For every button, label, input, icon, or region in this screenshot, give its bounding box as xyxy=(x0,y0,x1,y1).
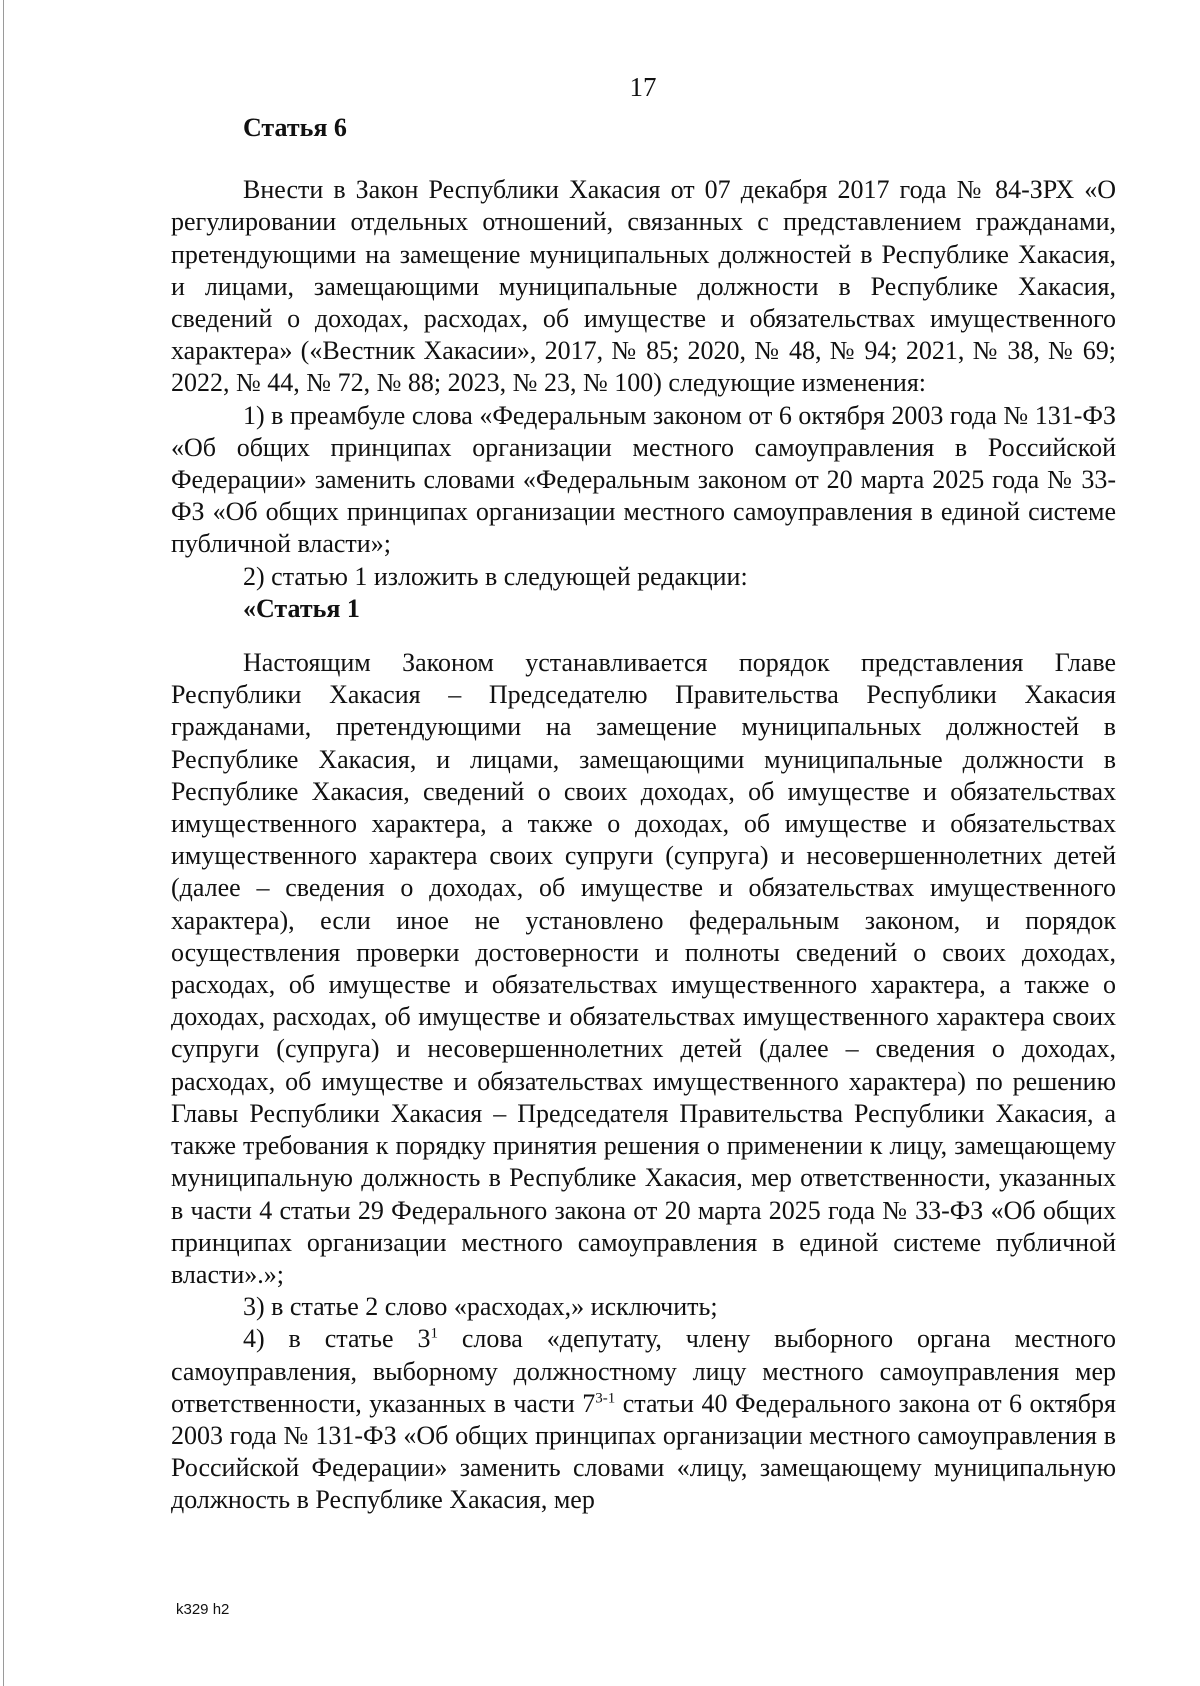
quoted-article-heading: «Статья 1 xyxy=(243,593,360,623)
amendment-item-2: 2) статью 1 изложить в следующей редакции: xyxy=(243,561,748,591)
item4-superscript-1: 1 xyxy=(430,1325,438,1342)
amendment-item-3: 3) в статье 2 слово «расходах,» исключить; xyxy=(243,1292,718,1322)
item4-part-c: статьи 40 Федерального закона от 6 октября 2003 года № 131-ФЗ «Об общих принципах организации местного самоуправления в Российской Федерации» заменить словами «лицу, замещающему муниципальную должность в Республике Хакасия, мер xyxy=(171,1388,1116,1515)
article-heading: Статья 6 xyxy=(243,113,347,142)
quoted-article-text: Настоящим Законом устанавливается порядок представления Главе Республики Хакасия – Председателю Правительства Республики Хакасия гражданами, претендующими на замещение муниципальных должностей в Республике Хакасия, и лицами, замещающими муниципальные должности в Республике Хакасия, сведений о своих доходах, об имуществе и обязательствах имущественного характера, а также о доходах, об имуществе и обязательствах имущественного характера своих супруги (супруга) и несовершеннолетних детей (далее – сведения о доходах, об имуществе и обязательствах имущественного характера), если иное не установлено федеральным законом, и порядок осуществления проверки достоверности и полноты сведений о своих доходах, расходах, об имуществе и обязательствах имущественного характера, а также о доходах, расходах, об имуществе и обязательствах имущественного характера своих супруги (супруга) и несовершеннолетних детей (далее – сведения о доходах, расходах, об имуществе и обязательствах имущественного характера) по решению Главы Республики Хакасия – Председателя Правительства Республики Хакасия, а также требования к порядку принятия решения о применении к лицу, замещающему муниципальную должность в Республике Хакасия, мер ответственности, указанных в части 4 статьи 29 Федерального закона от 20 марта 2025 года № 33-ФЗ «Об общих принципах организации местного самоуправления в единой системе публичной власти».»; xyxy=(171,648,1116,1289)
item4-part-b: слова «депутату, члену выборного органа местного самоуправления, выборному должностному лицу местного самоуправления мер ответственности, указанных в части 7 xyxy=(171,1324,1116,1418)
amendment-item-1: 1) в преамбуле слова «Федеральным законом от 6 октября 2003 года № 131-ФЗ «Об общих принципах организации местного самоуправления в Российской Федерации» заменить словами «Федеральным законом от 20 марта 2025 года № 33-ФЗ «Об общих принципах организации местного самоуправления в единой системе публичной власти»; xyxy=(171,400,1116,559)
page-edge-line xyxy=(3,0,4,1686)
amendment-item-4 xyxy=(171,1323,1116,1516)
item4-part-a: 4) в статье 3 xyxy=(243,1324,431,1354)
document-code: k329 h2 xyxy=(176,1601,230,1618)
document-body xyxy=(171,112,1116,1517)
spacer xyxy=(171,625,1116,647)
article-intro-paragraph: Внести в Закон Республики Хакасия от 07 декабря 2017 года № 84-ЗРХ «О регулировании отдельных отношений, связанных с представлением гражданами, претендующими на замещение муниципальных должностей в Республике Хакасия, и лицами, замещающими муниципальные должности в Республике Хакасия, сведений о доходах, расходах, об имуществе и обязательствах имущественного характера» («Вестник Хакасии», 2017, № 85; 2020, № 48, № 94; 2021, № 38, № 69; 2022, № 44, № 72, № 88; 2023, № 23, № 100) следующие изменения: xyxy=(171,175,1116,398)
item4-superscript-2: 3-1 xyxy=(595,1390,616,1407)
spacer xyxy=(171,144,1116,174)
page-number: 17 xyxy=(629,72,657,102)
